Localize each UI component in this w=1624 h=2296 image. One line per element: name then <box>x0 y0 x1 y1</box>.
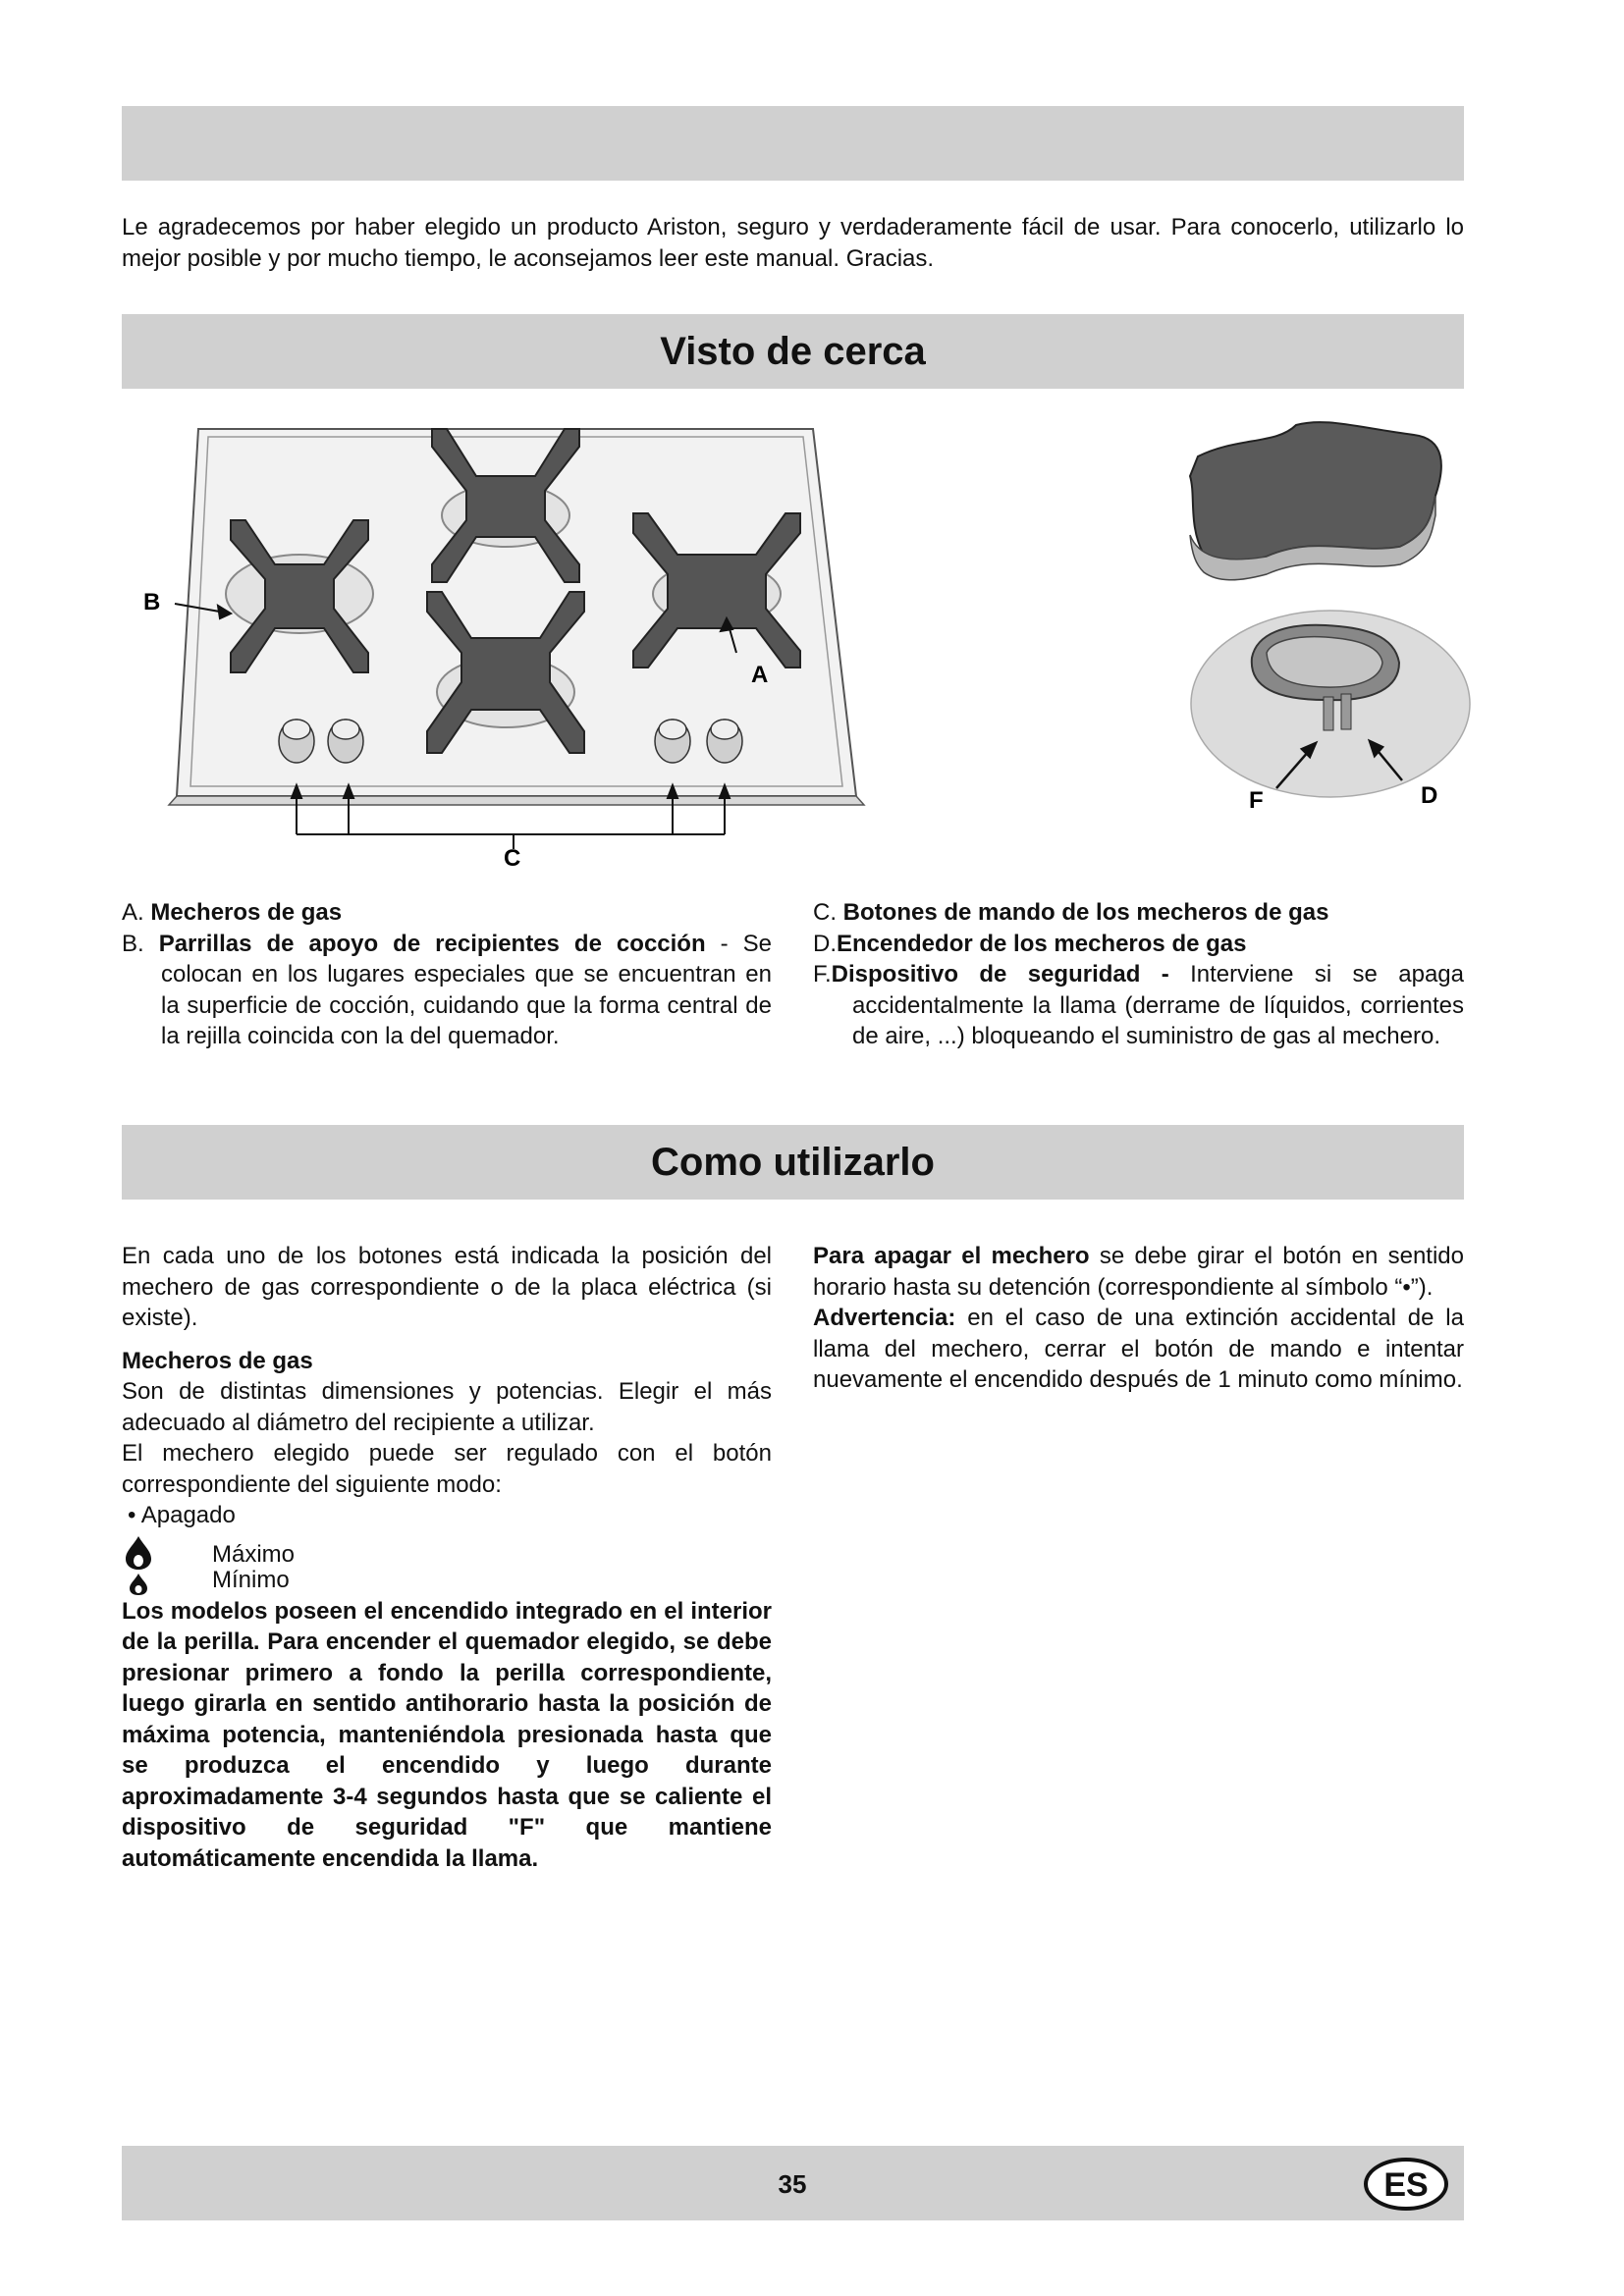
section-title: Visto de cerca <box>660 329 926 373</box>
section-title: Como utilizarlo <box>651 1140 935 1184</box>
flame-large-icon <box>124 1535 153 1571</box>
buttons-paragraph: En cada uno de los botones está indicada la posición del mechero de gas correspondiente o de la placa eléctrica (si existe). <box>122 1243 772 1331</box>
thermocouple-pin <box>1341 694 1351 729</box>
intro-text: Le agradecemos por haber elegido un producto Ariston, seguro y verdaderamente fácil de usar. Para conocerlo, utilizarlo lo mejor posible y por mucho tiempo, le aconsejamos leer este manual. Gracias. <box>122 214 1464 272</box>
label-a: A <box>751 662 769 688</box>
label-d: D <box>1421 782 1438 809</box>
legend-item-a: A. Mecheros de gas <box>122 899 343 926</box>
legend-item-b: B. Parrillas de apoyo de recipientes de cocción - Se colocan en los lugares especiales que se encuentran en la superficie de cocción, cuidando que la forma central de la rejilla coincida con la del quemador. <box>122 930 772 1049</box>
position-off: • Apagado <box>128 1502 236 1528</box>
burner-cap <box>1190 422 1441 562</box>
burner-detail-diagram <box>1178 417 1473 820</box>
legend-left <box>122 897 772 1052</box>
hob-diagram <box>137 417 884 879</box>
flame-small-icon <box>128 1573 149 1596</box>
igniter-pin <box>1324 697 1333 730</box>
gas-burners-heading: Mecheros de gas <box>122 1347 313 1374</box>
burner-sizes-paragraph: Son de distintas dimensiones y potencias. Elegir el más adecuado al diámetro del recipiente a utilizar. <box>122 1378 772 1436</box>
svg-text:ES: ES <box>1383 2166 1429 2204</box>
section-header-como-utilizarlo <box>122 1125 1464 1200</box>
turn-off-paragraph: Para apagar el mechero se debe girar el botón en sentido horario hasta su detención (correspondiente al símbolo “•”). <box>813 1243 1464 1301</box>
legend-right <box>813 897 1464 1052</box>
legend-item-f: F.Dispositivo de seguridad - Interviene si se apaga accidentalmente la llama (derrame de líquidos, corrientes de aire, ...) bloqueando el suministro de gas al mechero. <box>813 961 1464 1049</box>
ignition-instructions: Los modelos poseen el encendido integrado en el interior de la perilla. Para encender el quemador elegido, se debe presionar primero a fondo la perilla correspondiente, luego girarla en sentido antihorario hasta la posición de máxima potencia, manteniéndola presionada hasta que se produzca el encendido y luego durante aproximadamente 3-4 segundos hasta que se caliente el dispositivo de seguridad "F" que mantiene automáticamente encendida la llama. <box>122 1597 772 1872</box>
top-band <box>122 106 1464 181</box>
position-min: Mínimo <box>122 1571 772 1596</box>
position-max: Máximo <box>122 1535 772 1571</box>
legend-item-c: C. Botones de mando de los mecheros de gas <box>813 899 1329 926</box>
label-b: B <box>143 589 161 615</box>
usage-left-column <box>122 1241 772 1874</box>
language-badge <box>1363 2157 1449 2212</box>
section-header-visto-de-cerca <box>122 314 1464 389</box>
regulation-paragraph: El mechero elegido puede ser regulado con el botón correspondiente del siguiente modo: <box>122 1440 772 1498</box>
label-c: C <box>504 845 521 872</box>
page-number: 35 <box>778 2169 807 2199</box>
warning-paragraph: Advertencia: en el caso de una extinción accidental de la llama del mechero, cerrar el botón de mando e intentar nuevamente el encendido después de 1 minuto como mínimo. <box>813 1305 1464 1393</box>
label-f: F <box>1249 787 1264 814</box>
usage-right-column <box>813 1241 1464 1396</box>
legend-item-d: D.Encendedor de los mecheros de gas <box>813 930 1247 957</box>
